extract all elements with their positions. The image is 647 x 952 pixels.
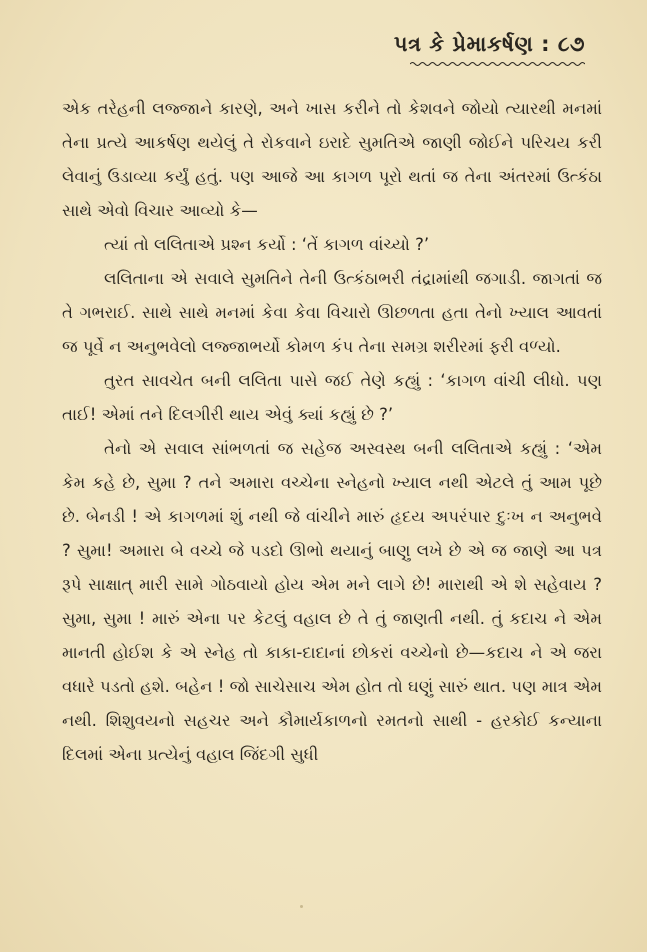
running-title: પત્ર કે પ્રેમાકર્ષણ : ૮૭ [393,32,585,56]
paragraph-1: એક તરેહની લજ્જાને કારણે, અને ખાસ કરીને તો કેશવને જોયો ત્યારથી મનમાં તેના પ્રત્યે આકર્ષણ થયેલું તે રોકવાને ઇરાદે સુમતિએ જાણી જોઈને પરિચય કરી લેવાનું ઉડાવ્યા કર્યું હતું. પણ આજે આ કાગળ પૂરો થતાં જ તેના અંતરમાં ઉત્કંઠા સાથે એવો વિચાર આવ્યો કે— [62,99,602,220]
paragraph-4: તુરત સાવચેત બની લલિતા પાસે જઈ તેણે કહ્યું : ‘કાગળ વાંચી લીધો. પણ તાઈ! એમાં તને દિલગીરી થાય એવું ક્યાં કહ્યું છે ?’ [62,371,602,424]
wavy-underline-ornament [410,61,585,67]
paragraph-5: તેનો એ સવાલ સાંભળતાં જ સહેજ અસ્વસ્થ બની લલિતાએ કહ્યું : ‘એમ કેમ કહે છે, સુમા ? તને અમારા વચ્ચેના સ્નેહનો ખ્યાલ નથી એટલે તું આમ પૂછે છે. બેનડી ! એ કાગળમાં શું નથી જે વાંચીને મારું હૃદય અપરંપાર દુઃખ ન અનુભવે ? સુમા! અમારા બે વચ્ચે જે પડદો ઊભો થયાનું બાણુ લખે છે એ જ જાણે આ પત્ર રૂપે સાક્ષાત્ મારી સામે ગોઠવાયો હોય એમ મને લાગે છે! મારાથી એ શે સહેવાય ? સુમા, સુમા ! મારું એના પર કેટલું વહાલ છે તે તું જાણતી નથી. તું કદાચ ને એમ માનતી હોઈશ કે એ સ્નેહ તો કાકા-દાદાનાં છોકરાં વચ્ચેનો છે—કદાચ ને એ જરા વધારે પડતો હશે. બહેન ! જો સાચેસાચ એમ હોત તો ઘણું સારું થાત. પણ માત્ર એમ નથી. શિશુવયનો સહચર અને કૌમાર્યકાળનો રમતનો સાથી - હરકોઈ કન્યાના દિલમાં એના પ્રત્યેનું વહાલ જિંદગી સુધી [62,439,602,764]
running-head [394,32,585,67]
paragraph-2: ત્યાં તો લલિતાએ પ્રશ્ન કર્યો : ‘તેં કાગળ વાંચ્યો ?’ [104,235,430,254]
body-text [62,92,602,772]
paper-speck [300,905,303,908]
paragraph-3: લલિતાના એ સવાલે સુમતિને તેની ઉત્કંઠાભરી તંદ્રામાંથી જગાડી. જાગતાં જ તે ગભરાઈ. સાથે સાથે મનમાં કેવા કેવા વિચારો ઊછળતા હતા તેનો ખ્યાલ આવતાં જ પૂર્વે ન અનુભવેલો લજ્જાભર્યો કોમળ કંપ તેના સમગ્ર શરીરમાં ફરી વળ્યો. [62,269,602,356]
